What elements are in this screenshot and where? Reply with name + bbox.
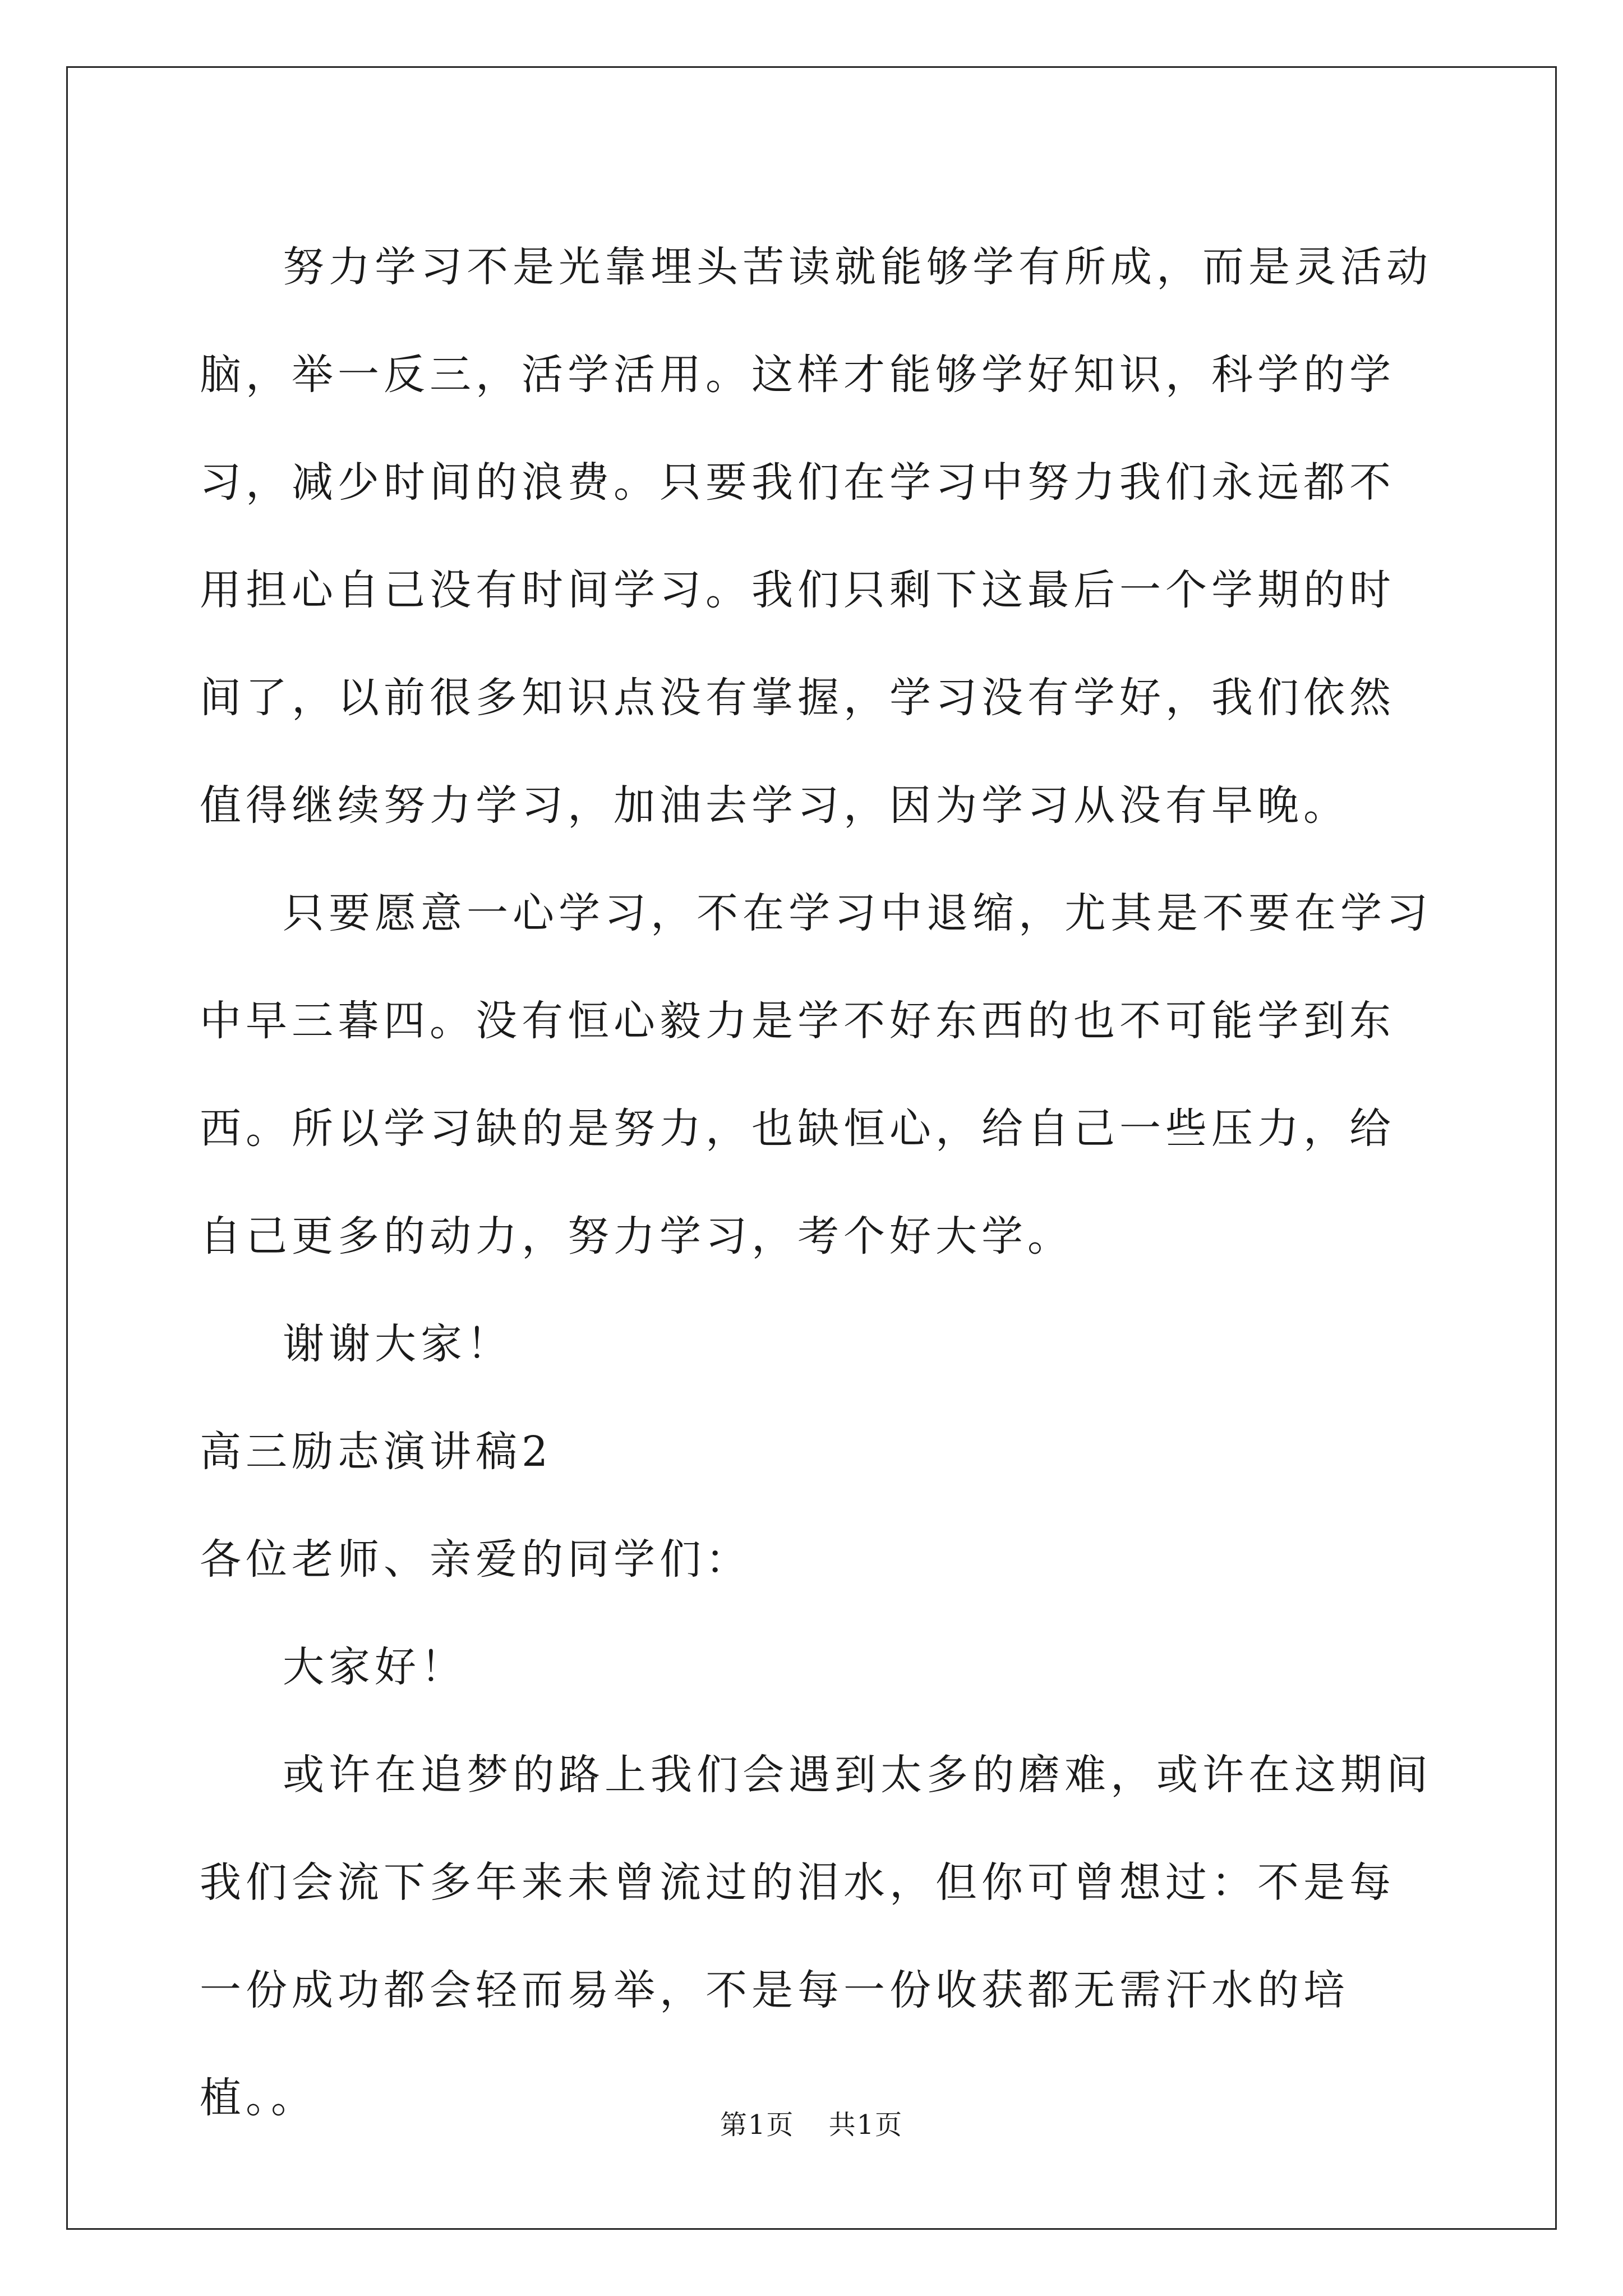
document-body <box>200 213 1433 2152</box>
paragraph-dream-pursuit: 或许在追梦的路上我们会遇到太多的磨难，或许在这期间我们会流下多年来未曾流过的泪水，但你可曾想过：不是每一份成功都会轻而易举，不是每一份收获都无需汗水的培植。。 <box>200 1751 1432 2122</box>
paragraph-study-method: 努力学习不是光靠埋头苦读就能够学有所成，而是灵活动脑，举一反三，活学活用。这样才能够学好知识，科学的学习，减少时间的浪费。只要我们在学习中努力我们永远都不用担心自己没有时间学习。我们只剩下这最后一个学期的时间了，以前很多知识点没有掌握，学习没有学好，我们依然值得继续努力学习，加油去学习，因为学习从没有早晚。 <box>200 243 1432 830</box>
salutation: 各位老师、亲爱的同学们： <box>200 1535 751 1584</box>
page-footer <box>0 2108 1623 2142</box>
greeting: 大家好！ <box>283 1643 467 1691</box>
paragraph-thanks: 谢谢大家！ <box>283 1320 513 1368</box>
page-number-current: 第1页 <box>720 2109 795 2141</box>
paragraph-perseverance: 只要愿意一心学习，不在学习中退缩，尤其是不要在学习中早三暮四。没有恒心毅力是学不好东西的也不可能学到东西。所以学习缺的是努力，也缺恒心，给自己一些压力，给自己更多的动力，努力学习，考个好大学。 <box>200 889 1432 1260</box>
section-heading: 高三励志演讲稿2 <box>200 1428 553 1476</box>
page-number-total: 共1页 <box>828 2109 903 2141</box>
